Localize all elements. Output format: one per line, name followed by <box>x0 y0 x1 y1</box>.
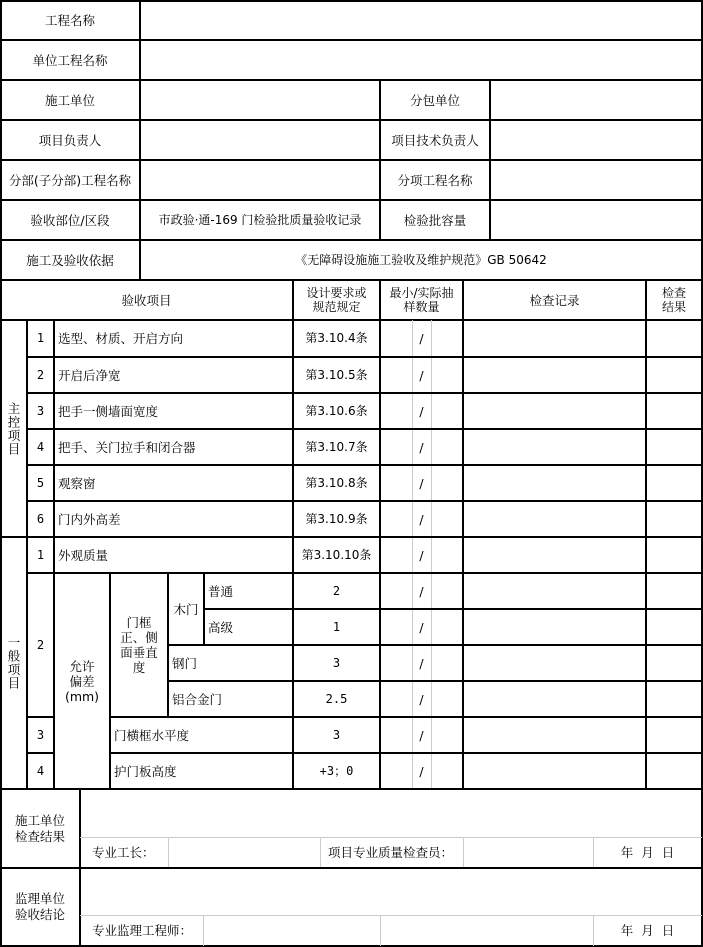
subcontractor-label: 分包单位 <box>409 92 460 108</box>
wood-door-label: 木门 <box>173 601 199 617</box>
mc-row6-result[interactable] <box>646 501 702 537</box>
wood-high-result[interactable] <box>646 609 702 645</box>
mc-row6-no: 6 <box>36 511 45 526</box>
gen-row1-result[interactable] <box>646 537 702 573</box>
gen-row3-sample: / <box>419 727 424 743</box>
wood-normal-spec: 2 <box>332 583 341 598</box>
mc-row4-no: 4 <box>36 439 45 454</box>
gen-row4-no: 4 <box>36 763 45 778</box>
mc-row5-name: 观察窗 <box>58 475 96 491</box>
unit-project-label: 单位工程名称 <box>32 52 108 68</box>
col-sample-header: 最小/实际抽样数量 <box>389 286 454 314</box>
mc-row4-spec: 第3.10.7条 <box>305 439 368 454</box>
project-name-field[interactable] <box>140 0 702 40</box>
mc-row3-spec: 第3.10.6条 <box>305 403 368 418</box>
wood-normal-sample: / <box>419 583 424 599</box>
mc-row5-result[interactable] <box>646 465 702 501</box>
gen-row4-spec: +3；0 <box>319 763 354 778</box>
alu-door-spec: 2.5 <box>325 691 348 706</box>
supervisor-engineer-label: 专业监理工程师： <box>92 923 193 938</box>
steel-door-record[interactable] <box>463 645 646 681</box>
mc-row4-name: 把手、关门拉手和闭合器 <box>58 439 196 455</box>
gen-row3-no: 3 <box>36 727 45 742</box>
wood-high-spec: 1 <box>332 619 341 634</box>
project-name-label: 工程名称 <box>44 12 95 28</box>
gen-row1-name: 外观质量 <box>58 547 109 563</box>
contractor-check-field[interactable] <box>80 789 702 837</box>
wood-high-sample: / <box>419 619 424 635</box>
gen-row1-sample: / <box>419 547 424 563</box>
col-item-header: 验收项目 <box>121 292 172 308</box>
mc-row4-record[interactable] <box>463 429 646 465</box>
col-check-record-header: 检查记录 <box>529 292 580 308</box>
frame-vertical-label: 门框正、侧面垂直度 <box>120 615 158 675</box>
mc-row3-name: 把手一侧墙面宽度 <box>58 403 159 419</box>
foreman-field[interactable] <box>168 837 320 868</box>
mc-row6-record[interactable] <box>463 501 646 537</box>
alu-door-sample: / <box>419 691 424 707</box>
supervisor-conclusion-field[interactable] <box>80 868 702 915</box>
mc-row2-no: 2 <box>36 367 45 382</box>
mc-row5-spec: 第3.10.8条 <box>305 475 368 490</box>
sub-division-field[interactable] <box>140 160 380 200</box>
subcontractor-field[interactable] <box>490 80 702 120</box>
mc-row2-result[interactable] <box>646 357 702 393</box>
mc-row6-sample: / <box>419 511 424 527</box>
gen-row4-result[interactable] <box>646 753 702 789</box>
mc-row3-sample: / <box>419 403 424 419</box>
wood-high-record[interactable] <box>463 609 646 645</box>
mc-row1-name: 选型、材质、开启方向 <box>58 331 184 346</box>
mc-row2-sample: / <box>419 367 424 383</box>
mc-row1-spec: 第3.10.4条 <box>305 331 368 345</box>
foreman-label: 专业工长： <box>92 845 155 860</box>
supervisor-engineer-field[interactable] <box>203 915 593 946</box>
gen-row4-name: 护门板高度 <box>114 763 177 779</box>
gen-row3-spec: 3 <box>332 727 341 742</box>
steel-door-spec: 3 <box>332 655 341 670</box>
tolerance-label: 允许偏差(mm) <box>64 658 100 704</box>
mc-row3-record[interactable] <box>463 393 646 429</box>
batch-capacity-field[interactable] <box>490 200 702 240</box>
gen-row1-no: 1 <box>36 547 45 562</box>
qc-label: 项目专业质量检查员： <box>328 845 454 860</box>
wood-high-name: 高级 <box>208 619 234 635</box>
date-field-1[interactable]: 年 月 日 <box>620 845 675 860</box>
gen-row1-record[interactable] <box>463 537 646 573</box>
sub-item-field[interactable] <box>490 160 702 200</box>
mc-row6-spec: 第3.10.9条 <box>305 511 368 526</box>
contractor-field[interactable] <box>140 80 380 120</box>
steel-door-name: 钢门 <box>172 655 198 671</box>
mc-row1-no: 1 <box>36 331 45 345</box>
main-control-label: 主控项目 <box>6 401 21 456</box>
contractor-check-label: 施工单位检查结果 <box>14 812 65 844</box>
mc-row1-sample: / <box>419 331 424 346</box>
mc-row5-record[interactable] <box>463 465 646 501</box>
pm-label: 项目负责人 <box>38 132 102 148</box>
mc-row3-result[interactable] <box>646 393 702 429</box>
gen-row3-result[interactable] <box>646 717 702 753</box>
batch-capacity-label: 检验批容量 <box>403 212 467 228</box>
mc-row4-sample: / <box>419 439 424 455</box>
basis-label: 施工及验收依据 <box>26 252 114 268</box>
gen-row3-name: 门横框水平度 <box>114 727 190 743</box>
col-design-req-header: 设计要求或规范规定 <box>306 286 367 314</box>
mc-row4-result[interactable] <box>646 429 702 465</box>
gen-row4-sample: / <box>419 763 424 779</box>
gen-row1-spec: 第3.10.10条 <box>301 547 372 562</box>
sub-item-label: 分项工程名称 <box>397 172 473 188</box>
mc-row6-name: 门内外高差 <box>58 511 121 527</box>
col-check-result-header: 检查结果 <box>661 286 686 314</box>
supervisor-label: 监理单位验收结论 <box>14 891 65 922</box>
location-value[interactable]: 市政验·通-169 门检验批质量验收记录 <box>158 212 362 227</box>
alu-door-record[interactable] <box>463 681 646 717</box>
location-label: 验收部位/区段 <box>30 212 110 228</box>
steel-door-sample: / <box>419 655 424 671</box>
general-label: 一般项目 <box>6 636 21 690</box>
gen-row3-record[interactable] <box>463 717 646 753</box>
mc-row1-result[interactable] <box>646 320 702 357</box>
gen-row4-record[interactable] <box>463 753 646 789</box>
basis-value: 《无障碍设施施工验收及维护规范》GB 50642 <box>295 252 547 267</box>
mc-row3-no: 3 <box>36 403 45 418</box>
sub-division-label: 分部(子分部)工程名称 <box>8 172 132 188</box>
unit-project-field[interactable] <box>140 40 702 80</box>
mc-row2-spec: 第3.10.5条 <box>305 367 368 382</box>
gen-row2-no: 2 <box>36 637 45 652</box>
alu-door-result[interactable] <box>646 681 702 717</box>
date-field-2[interactable]: 年 月 日 <box>620 923 675 938</box>
contractor-label: 施工单位 <box>44 92 95 108</box>
mc-row5-sample: / <box>419 475 424 491</box>
mc-row2-record[interactable] <box>463 357 646 393</box>
wood-normal-name: 普通 <box>208 583 234 599</box>
tech-lead-label: 项目技术负责人 <box>391 132 479 148</box>
mc-row1-record[interactable] <box>463 320 646 357</box>
mc-row2-name: 开启后净宽 <box>58 367 121 383</box>
wood-normal-record[interactable] <box>463 573 646 609</box>
tech-lead-field[interactable] <box>490 120 702 160</box>
steel-door-result[interactable] <box>646 645 702 681</box>
pm-field[interactable] <box>140 120 380 160</box>
qc-field[interactable] <box>463 837 593 868</box>
alu-door-name: 铝合金门 <box>172 691 223 707</box>
wood-normal-result[interactable] <box>646 573 702 609</box>
mc-row5-no: 5 <box>36 475 45 490</box>
